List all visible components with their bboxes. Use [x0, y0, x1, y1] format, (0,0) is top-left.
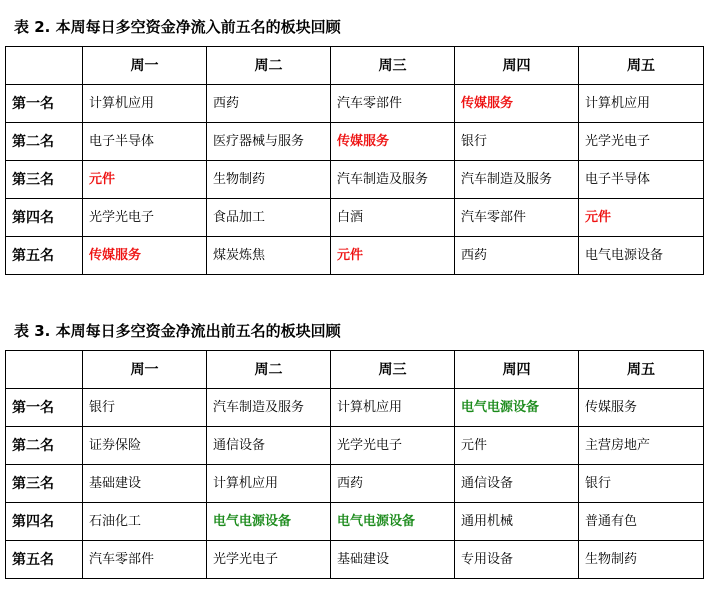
- rank-label: 第五名: [6, 237, 83, 275]
- sector-cell: 银行: [579, 465, 704, 503]
- sector-cell: 基础建设: [83, 465, 207, 503]
- sector-cell: 计算机应用: [207, 465, 331, 503]
- table-row: [6, 389, 704, 427]
- table3-outflow-top5: [5, 350, 704, 579]
- sector-cell: 电气电源设备: [579, 237, 704, 275]
- sector-cell: 光学光电子: [579, 123, 704, 161]
- rank-label: 第三名: [6, 465, 83, 503]
- table3-day-header: 周二: [207, 351, 331, 389]
- sector-cell: 汽车零部件: [83, 541, 207, 579]
- sector-cell: 西药: [455, 237, 579, 275]
- sector-cell: 电气电源设备: [455, 389, 579, 427]
- sector-cell: 计算机应用: [331, 389, 455, 427]
- table3-corner-cell: [6, 351, 83, 389]
- sector-cell: 主营房地产: [579, 427, 704, 465]
- table3-day-header: 周四: [455, 351, 579, 389]
- sector-cell: 元件: [455, 427, 579, 465]
- sector-cell: 生物制药: [579, 541, 704, 579]
- rank-label: 第一名: [6, 85, 83, 123]
- table2-day-header: 周五: [579, 47, 704, 85]
- table2-day-header: 周四: [455, 47, 579, 85]
- sector-cell: 通信设备: [207, 427, 331, 465]
- rank-label: 第四名: [6, 199, 83, 237]
- sector-cell: 光学光电子: [83, 199, 207, 237]
- rank-label: 第二名: [6, 123, 83, 161]
- sector-cell: 汽车制造及服务: [455, 161, 579, 199]
- sector-cell: 证券保险: [83, 427, 207, 465]
- sector-cell: 银行: [455, 123, 579, 161]
- sector-cell: 石油化工: [83, 503, 207, 541]
- sector-cell: 元件: [331, 237, 455, 275]
- sector-cell: 电气电源设备: [207, 503, 331, 541]
- sector-cell: 传媒服务: [83, 237, 207, 275]
- sector-cell: 通用机械: [455, 503, 579, 541]
- sector-cell: 传媒服务: [331, 123, 455, 161]
- table-row: [6, 465, 704, 503]
- sector-cell: 银行: [83, 389, 207, 427]
- rank-label: 第二名: [6, 427, 83, 465]
- table2-caption: 表 2. 本周每日多空资金净流入前五名的板块回顾: [14, 18, 341, 36]
- sector-cell: 通信设备: [455, 465, 579, 503]
- sector-cell: 电子半导体: [83, 123, 207, 161]
- table2-corner-cell: [6, 47, 83, 85]
- sector-cell: 光学光电子: [331, 427, 455, 465]
- table-row: [6, 123, 704, 161]
- sector-cell: 传媒服务: [455, 85, 579, 123]
- sector-cell: 医疗器械与服务: [207, 123, 331, 161]
- sector-cell: 白酒: [331, 199, 455, 237]
- rank-label: 第五名: [6, 541, 83, 579]
- sector-cell: 传媒服务: [579, 389, 704, 427]
- sector-cell: 西药: [207, 85, 331, 123]
- rank-label: 第一名: [6, 389, 83, 427]
- table2-header-row: [6, 47, 704, 85]
- table2-inflow-top5: [5, 46, 704, 275]
- sector-cell: 计算机应用: [579, 85, 704, 123]
- sector-cell: 电气电源设备: [331, 503, 455, 541]
- table3-header-row: [6, 351, 704, 389]
- table2-day-header: 周三: [331, 47, 455, 85]
- table3-caption: 表 3. 本周每日多空资金净流出前五名的板块回顾: [14, 322, 341, 340]
- table3-day-header: 周三: [331, 351, 455, 389]
- sector-cell: 汽车零部件: [331, 85, 455, 123]
- table-row: [6, 503, 704, 541]
- sector-cell: 光学光电子: [207, 541, 331, 579]
- sector-cell: 元件: [83, 161, 207, 199]
- sector-cell: 电子半导体: [579, 161, 704, 199]
- table3-day-header: 周五: [579, 351, 704, 389]
- sector-cell: 汽车制造及服务: [331, 161, 455, 199]
- table-row: [6, 85, 704, 123]
- table3-day-header: 周一: [83, 351, 207, 389]
- table2-day-header: 周二: [207, 47, 331, 85]
- sector-cell: 西药: [331, 465, 455, 503]
- table-row: [6, 199, 704, 237]
- table-row: [6, 161, 704, 199]
- table-row: [6, 427, 704, 465]
- table-row: [6, 541, 704, 579]
- sector-cell: 生物制药: [207, 161, 331, 199]
- sector-cell: 煤炭炼焦: [207, 237, 331, 275]
- sector-cell: 专用设备: [455, 541, 579, 579]
- table2-day-header: 周一: [83, 47, 207, 85]
- sector-cell: 计算机应用: [83, 85, 207, 123]
- table-row: [6, 237, 704, 275]
- rank-label: 第三名: [6, 161, 83, 199]
- sector-cell: 汽车制造及服务: [207, 389, 331, 427]
- sector-cell: 元件: [579, 199, 704, 237]
- sector-cell: 食品加工: [207, 199, 331, 237]
- sector-cell: 普通有色: [579, 503, 704, 541]
- sector-cell: 基础建设: [331, 541, 455, 579]
- sector-cell: 汽车零部件: [455, 199, 579, 237]
- rank-label: 第四名: [6, 503, 83, 541]
